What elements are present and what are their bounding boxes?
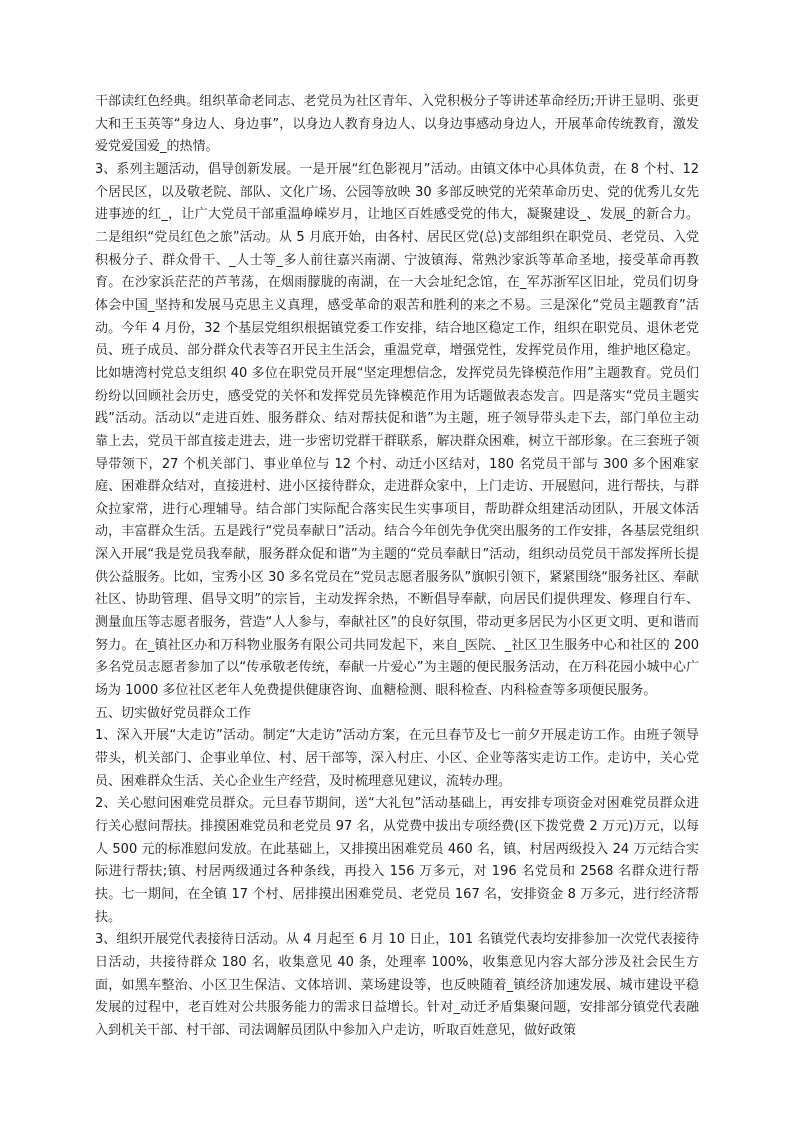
paragraph-grand-visit: 1、深入开展“大走访”活动。制定“大走访”活动方案，在元旦春节及七一前夕开展走访工作。由班子领导带头，机关部门、企事业单位、村、居干部等，深入村庄、小区、企业等落实走访工作。走访中，关心党员、困难群众生活、关心企业生产经营，及时梳理意见建议，流转办理。: [95, 728, 699, 789]
paragraph-reception-day: 3、组织开展党代表接待日活动。从 4 月起至 6 月 10 日止，101 名镇党代表均安排参加一次党代表接待日活动，共接待群众 180 名，收集意见 40 条，处理率 100%，收集意见内容大部分涉及社会民生方面，如黑车整治、小区卫生保洁、文体培训、菜场建设等，也反映随着_镇经济加速发展、城市建设平稳发展的过程中，老百姓对公共服务能力的需求日益增长。针对_动迁矛盾集聚问题，安排部分镇党代表融入到机关干部、村干部、司法调解员团队中参加入户走访，听取百姓意见，做好政策: [95, 932, 699, 1038]
paragraph-red-classics: 干部读红色经典。组织革命老同志、老党员为社区青年、入党积极分子等讲述革命经历;开讲王显明、张更大和王玉英等“身边人、身边事”，以身边人教育身边人、以身边事感动身边人，开展革命传统教育，激发爱党爱国爱_的热情。: [95, 94, 699, 155]
section-heading-party-member-work: 五、切实做好党员群众工作: [95, 705, 252, 721]
document-body: [95, 91, 699, 1043]
paragraph-theme-activities: 3、系列主题活动，倡导创新发展。一是开展“红色影视月”活动。由镇文体中心具体负责，在 8 个村、12 个居民区，以及敬老院、部队、文化广场、公园等放映 30 多部反映党的光荣革命历史、党的优秀儿女先进事迹的红_，让广大党员干部重温峥嵘岁月，让地区百姓感受党的伟大，凝聚建设_、发展_的新合力。二是组织“党员红色之旅”活动。从 5 月底开始，由各村、居民区党(总)支部组织在职党员、老党员、入党积极分子、群众骨干、_人士等_多人前往嘉兴南湖、宁波镇海、常熟沙家浜等革命圣地，接受革命再教育。在沙家浜茫茫的芦苇荡，在烟雨朦胧的南湖，在一大会址纪念馆，在_军苏浙军区旧址，党员们切身体会中国_坚持和发展马克思主义真理，感受革命的艰苦和胜利的来之不易。三是深化“党员主题教育”活动。今年 4 月份，32 个基层党组织根据镇党委工作安排，结合地区稳定工作，组织在职党员、退休老党员、班子成员、部分群众代表等召开民主生活会，重温党章，增强党性，发挥党员作用，维护地区稳定。比如塘湾村党总支组织 40 多位在职党员开展“坚定理想信念，发挥党员先锋模范作用”主题教育。党员们纷纷以回顾社会历史，感受党的关怀和发挥党员先锋模范作用为话题做表态发言。四是落实“党员主题实践”活动。活动以“走进百姓、服务群众、结对帮扶促和谐”为主题，班子领导带头走下去，部门单位主动靠上去，党员干部直接走进去，进一步密切党群干群联系，解决群众困难，树立干部形象。在三套班子领导带领下，27 个机关部门、事业单位与 12 个村、动迁小区结对，180 名党员干部与 300 多个困难家庭、困难群众结对，直接进村、进小区接待群众，走进群众家中，上门走访、开展慰问，进行帮扶，与群众拉家常，进行心理辅导。结合部门实际配合落实民生实事项目，帮助群众组建活动团队，开展文体活动，丰富群众生活。五是践行“党员奉献日”活动。结合今年创先争优突出服务的工作安排，各基层党组织深入开展“我是党员我奉献，服务群众促和谐”为主题的“党员奉献日”活动，组织动员党员干部发挥所长提供公益服务。比如，宝秀小区 30 多名党员在“党员志愿者服务队”旗帜引领下，紧紧围绕“服务社区、奉献社区、协助管理、倡导文明”的宗旨，主动发挥余热，不断倡导奉献，向居民们提供理发、修理自行车、测量血压等志愿者服务，营造“人人参与，奉献社区”的良好氛围，带动更多居民为小区更文明、更和谐而努力。在_镇社区办和万科物业服务有限公司共同发起下，来自_医院、_社区卫生服务中心和社区的 200 多名党员志愿者参加了以“传承敬老传统，奉献一片爱心”为主题的便民服务活动，在万科花园小城中心广场为 1000 多位社区老年人免费提供健康咨询、血糖检测、眼科检查、内科检查等多项便民服务。: [95, 161, 700, 699]
paragraph-condolence: 2、关心慰问困难党员群众。元旦春节期间，送“大礼包”活动基础上，再安排专项资金对困难党员群众进行关心慰问帮扶。排摸困难党员和老党员 97 名，从党费中拔出专项经费(区下拨党费 2 万元)万元，以每人 500 元的标准慰问发放。在此基础上，又排摸出困难党员 460 名，镇、村居两级投入 24 万元结合实际进行帮扶;镇、村居两级通过各种条线，再投入 156 万多元，对 196 名党员和 2568 名群众进行帮扶。七一期间，在全镇 17 个村、居排摸出困难党员、老党员 167 名，安排资金 8 万多元，进行经济帮扶。: [95, 796, 699, 925]
